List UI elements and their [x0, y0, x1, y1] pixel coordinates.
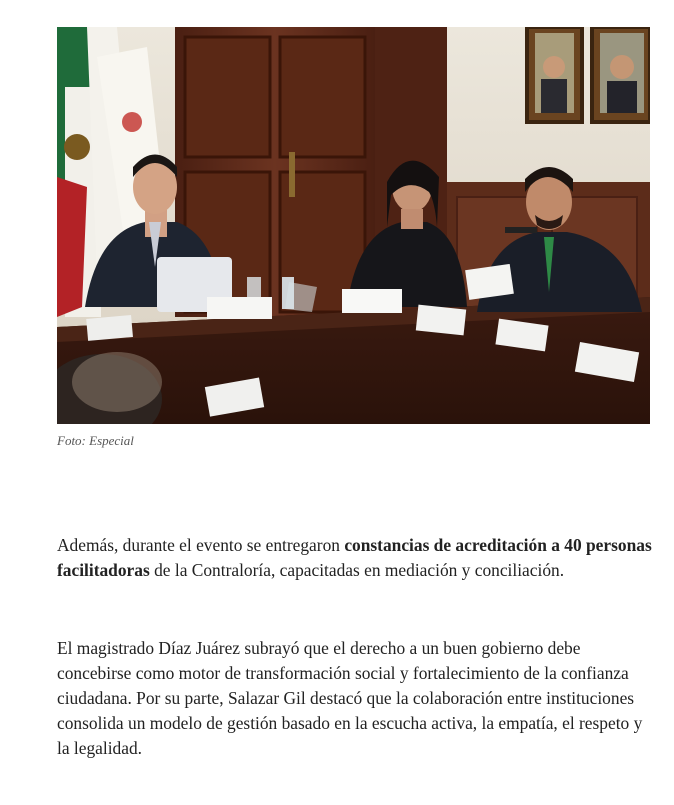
paragraph-text: de la Contraloría, capacitadas en mediación y conciliación. [149, 560, 565, 580]
article-paragraph-1 [57, 533, 657, 583]
paragraph-text: Además, durante el evento se entregaron [57, 535, 345, 555]
article-paragraph-2: El magistrado Díaz Juárez subrayó que el derecho a un buen gobierno debe concebirse como motor de transformación social y fortalecimiento de la confianza ciudadana. Por su parte, Salazar Gil destacó que la colaboración entre instituciones consolida un modelo de gestión basado en la escucha activa, la empatía, el respeto y la legalidad. [57, 638, 643, 758]
highlighted-text: constancias de acreditación a 40 personas facilitadoras [57, 535, 652, 580]
photo-caption: Foto: Especial [57, 433, 134, 448]
article-photo [57, 27, 650, 424]
